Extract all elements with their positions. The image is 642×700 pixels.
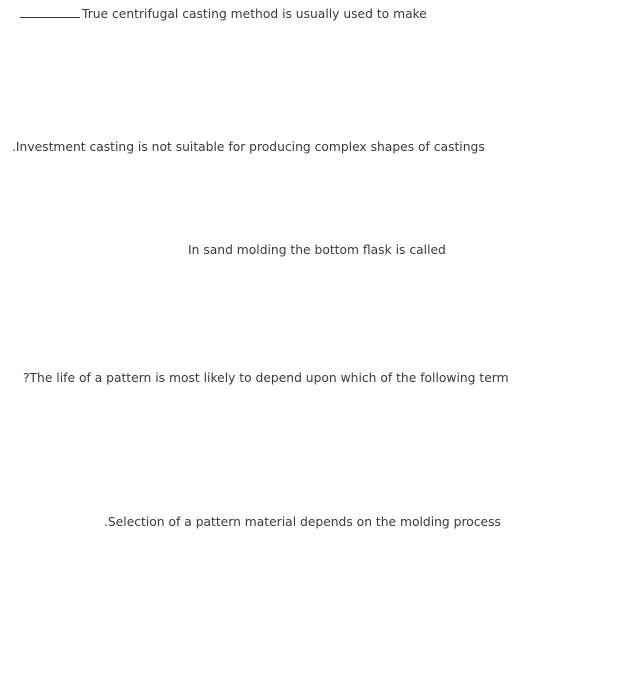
question-3-text: In sand molding the bottom flask is called	[188, 243, 446, 257]
question-4-text: ?The life of a pattern is most likely to depend upon which of the following term	[23, 371, 509, 385]
question-1-text: True centrifugal casting method is usually used to make	[20, 8, 427, 20]
fill-blank-line	[20, 9, 80, 18]
question-5-text: .Selection of a pattern material depends on the molding process	[104, 515, 501, 529]
question-2-text: .Investment casting is not suitable for producing complex shapes of castings	[12, 140, 485, 154]
